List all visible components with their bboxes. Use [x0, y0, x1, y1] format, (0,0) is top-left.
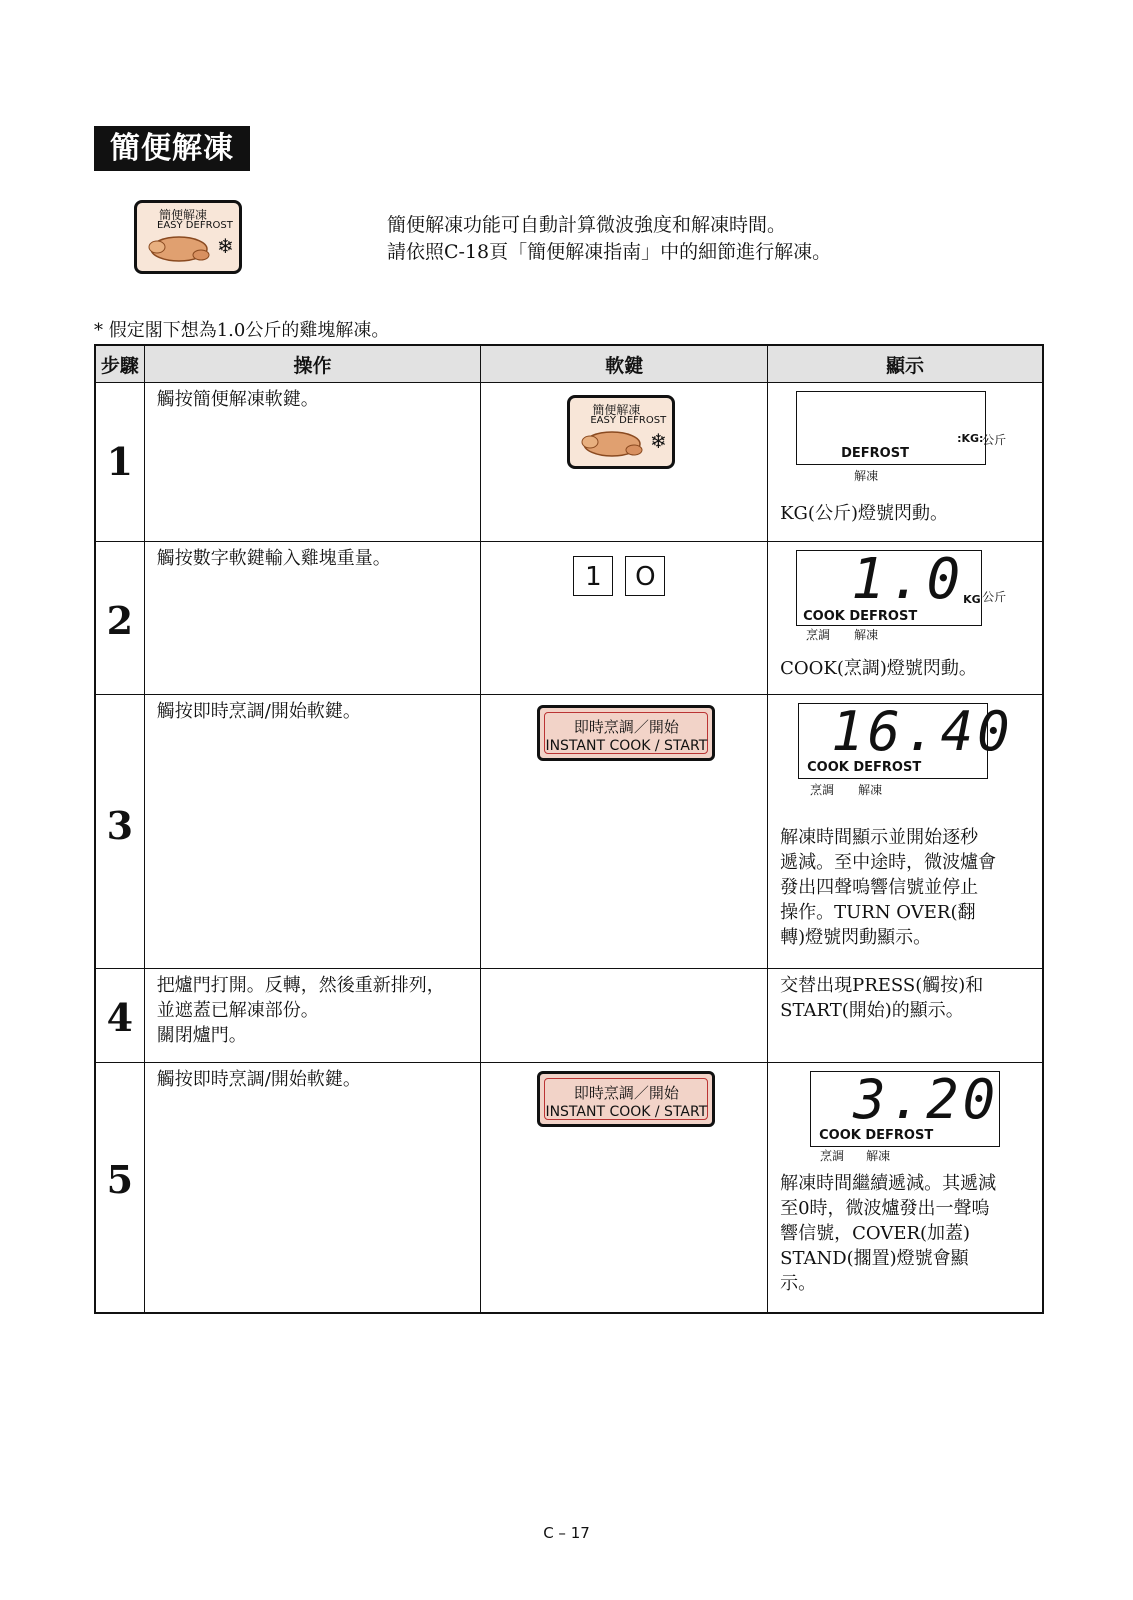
display-description	[768, 973, 993, 1023]
table-row	[95, 969, 1043, 1063]
desc-line: 遞減。至中途時，微波爐會	[780, 852, 997, 873]
chicken-snowflake-icon	[576, 426, 670, 462]
lcd-sub-label-defrost: 解凍	[858, 783, 883, 797]
desc-line: 交替出現PRESS(觸按)和	[780, 975, 984, 996]
lcd-unit-kg: KG	[963, 593, 981, 606]
lcd-digits: 1.0	[851, 547, 965, 612]
key-cell	[481, 695, 768, 969]
svg-text:❄: ❄	[650, 429, 668, 453]
display-description: COOK(烹調)燈號閃動。	[780, 658, 977, 679]
step-number: 1	[106, 439, 134, 484]
header-operation: 操作	[144, 345, 481, 383]
start-key-label-cn: 即時烹調／開始	[573, 718, 679, 736]
display-cell	[768, 969, 1043, 1063]
desc-line: START(開始)的顯示。	[780, 1000, 964, 1021]
lcd-label-defrost: DEFROST	[841, 446, 909, 461]
step-number: 5	[106, 1157, 134, 1202]
display-description: KG(公斤)燈號閃動。	[780, 503, 948, 524]
header-step: 步驟	[95, 345, 144, 383]
intro-line-1: 簡便解凍功能可自動計算微波強度和解凍時間。	[387, 214, 787, 236]
lcd-label-cook-defrost: COOK DEFROST	[819, 1128, 934, 1143]
lcd-digits: 3.20	[853, 1068, 1000, 1131]
key-label-en: EASY DEFROST	[157, 220, 233, 231]
unit-label-cn: 公斤	[982, 590, 1007, 604]
table-row	[95, 695, 1043, 969]
key-label-cn: 簡便解凍	[159, 208, 208, 222]
svg-text:❄: ❄	[217, 234, 234, 258]
desc-line: 至0時，微波爐發出一聲嗚	[780, 1198, 990, 1219]
display-cell	[768, 695, 1043, 969]
table-row	[95, 383, 1043, 542]
step-number: 2	[106, 598, 134, 643]
table-row	[95, 542, 1043, 695]
easy-defrost-key	[567, 395, 675, 469]
header-key: 軟鍵	[481, 345, 768, 383]
start-key-label-en: INSTANT COOK / START	[545, 738, 708, 754]
table-row	[95, 1063, 1043, 1313]
instant-cook-start-key	[537, 1071, 715, 1127]
operation-line: 並遮蓋已解凍部份。	[156, 1000, 319, 1021]
table-header-row	[95, 345, 1043, 383]
lcd-display	[810, 1068, 1000, 1147]
chicken-snowflake-icon	[143, 231, 237, 267]
operation-line: 關閉爐門。	[156, 1025, 247, 1046]
lcd-display	[796, 391, 986, 465]
operation-line: 把爐門打開。反轉，然後重新排列，	[156, 975, 445, 996]
intro-line-2: 請依照C-18頁「簡便解凍指南」中的細節進行解凍。	[387, 241, 832, 263]
lcd-sub-label-defrost: 解凍	[854, 628, 879, 642]
number-key-1: 1	[573, 556, 613, 596]
number-key-0: O	[625, 556, 665, 596]
step-number-cell	[95, 1063, 144, 1313]
unit-label-cn: 公斤	[982, 433, 1007, 447]
lcd-display	[798, 700, 1014, 779]
desc-line: 操作。TURN OVER(翻	[780, 902, 976, 923]
intro-text	[387, 212, 831, 266]
lcd-sub-label-cook: 烹調	[806, 628, 831, 642]
operation-cell	[144, 695, 481, 969]
display-cell	[768, 383, 1043, 542]
operation-text	[145, 969, 481, 1048]
key-cell	[481, 969, 768, 1063]
display-description	[768, 825, 1006, 950]
lcd-digits: 16.40	[831, 700, 1014, 763]
operation-cell	[144, 383, 481, 542]
page-title: 簡便解凍	[94, 126, 250, 171]
instant-cook-start-key	[537, 705, 715, 761]
desc-line: 響信號，COVER(加蓋)	[780, 1223, 971, 1244]
step-number: 3	[106, 803, 134, 848]
key-label-cn: 簡便解凍	[592, 403, 641, 417]
key-label-en: EASY DEFROST	[590, 415, 667, 426]
display-cell	[768, 1063, 1043, 1313]
lcd-label-cook-defrost: COOK DEFROST	[803, 609, 918, 624]
key-cell	[481, 1063, 768, 1313]
operation-text: 觸按即時烹調/開始軟鍵。	[156, 1069, 361, 1090]
operation-text: 觸按即時烹調/開始軟鍵。	[156, 701, 361, 722]
step-number-cell	[95, 383, 144, 542]
operation-text: 觸按數字軟鍵輸入雞塊重量。	[156, 548, 391, 569]
operation-text: 觸按簡便解凍軟鍵。	[156, 389, 319, 410]
step-number: 4	[106, 995, 134, 1040]
operation-cell	[144, 542, 481, 695]
key-cell	[481, 542, 768, 695]
lcd-unit-kg: :KG:	[957, 432, 984, 445]
display-cell	[768, 542, 1043, 695]
key-cell	[481, 383, 768, 542]
start-key-label-cn: 即時烹調／開始	[573, 1084, 679, 1102]
steps-table	[94, 344, 1044, 1314]
lcd-sub-label: 解凍	[854, 469, 879, 483]
start-key-label-en: INSTANT COOK / START	[545, 1104, 708, 1120]
lcd-label-cook-defrost: COOK DEFROST	[807, 760, 922, 775]
desc-line: 發出四聲嗚響信號並停止	[780, 877, 979, 898]
desc-line: STAND(擱置)燈號會顯	[780, 1248, 969, 1269]
lcd-sub-label-cook: 烹調	[820, 1149, 845, 1163]
operation-cell	[144, 1063, 481, 1313]
assumption-note: * 假定閣下想為1.0公斤的雞塊解凍。	[94, 320, 390, 341]
desc-line: 解凍時間繼續遞減。其遞減	[780, 1173, 997, 1194]
lcd-sub-label-defrost: 解凍	[866, 1149, 891, 1163]
lcd-sub-label-cook: 烹調	[810, 783, 835, 797]
desc-line: 示。	[780, 1273, 817, 1294]
step-number-cell	[95, 542, 144, 695]
page-number: C – 17	[543, 1524, 590, 1542]
desc-line: 轉)燈號閃動顯示。	[780, 927, 932, 948]
header-display: 顯示	[768, 345, 1043, 383]
display-description	[768, 1171, 1006, 1296]
step-number-cell	[95, 969, 144, 1063]
step-number-cell	[95, 695, 144, 969]
lcd-display	[796, 547, 982, 626]
desc-line: 解凍時間顯示並開始逐秒	[780, 827, 979, 848]
easy-defrost-key-illustration	[134, 200, 242, 274]
operation-cell	[144, 969, 481, 1063]
